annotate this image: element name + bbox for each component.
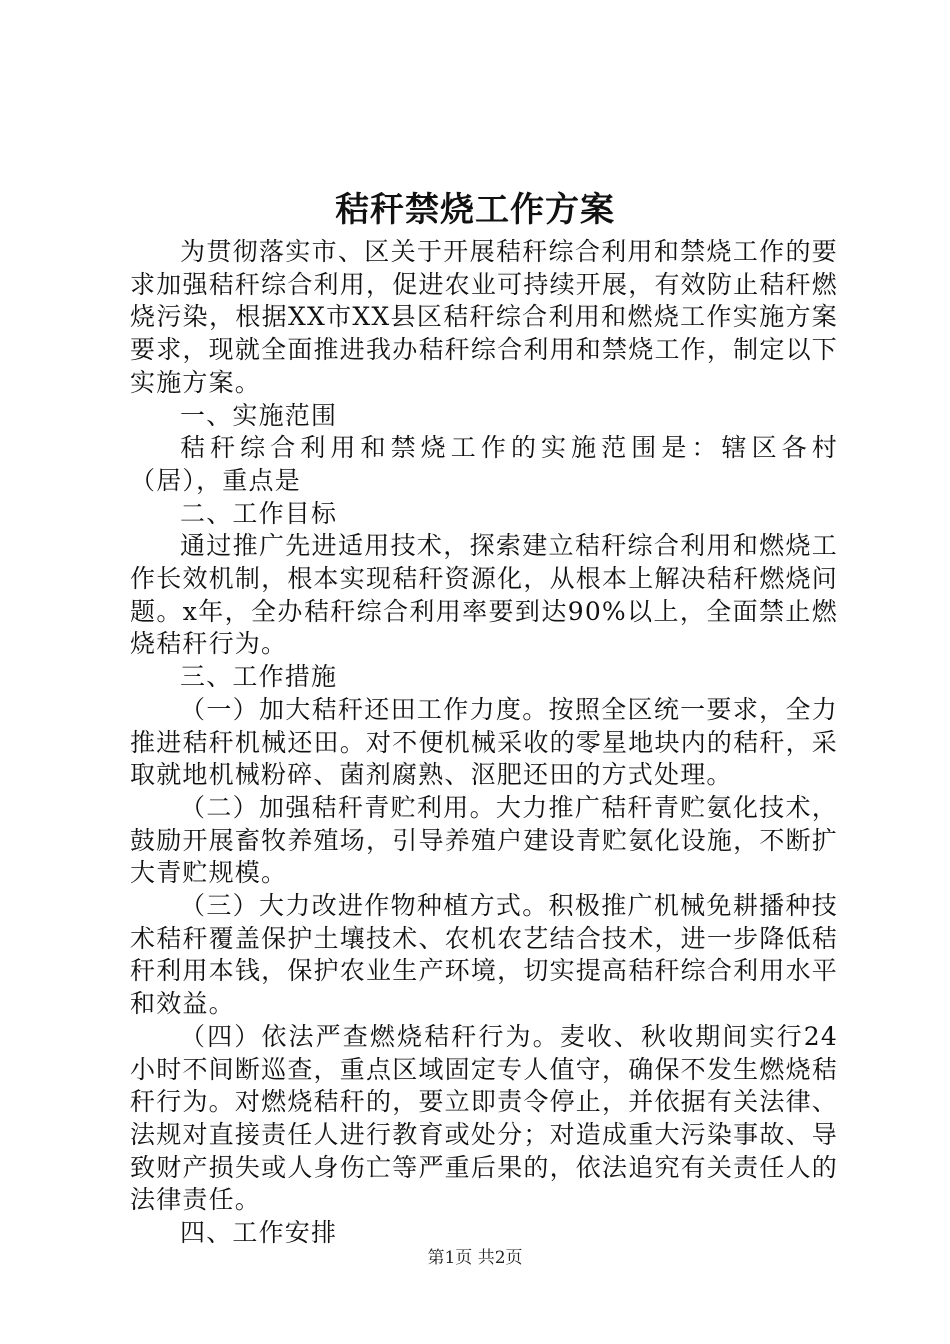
intro-paragraph: 为贯彻落实市、区关于开展秸秆综合利用和禁烧工作的要求加强秸秆综合利用，促进农业可持续开展，有效防止秸秆燃烧污染，根据XX市XX县区秸秆综合利用和燃烧工作实施方案要求，现就全面推进我办秸秆综合利用和禁烧工作，制定以下实施方案。 — [130, 237, 838, 397]
measure-paragraph-4: （四）依法严查燃烧秸秆行为。麦收、秋收期间实行24小时不间断巡查，重点区域固定专人值守，确保不发生燃烧秸秆行为。对燃烧秸秆的，要立即责令停止，并依据有关法律、法规对直接责任人进行教育或处分；对造成重大污染事故、导致财产损失或人身伤亡等严重后果的，依法追究有关责任人的法律责任。 — [130, 1021, 838, 1215]
goals-paragraph: 通过推广先进适用技术，探索建立秸秆综合利用和燃烧工作长效机制，根本实现秸秆资源化，从根本上解决秸秆燃烧问题。x年，全办秸秆综合利用率要到达90%以上，全面禁止燃烧秸秆行为。 — [130, 531, 838, 659]
measure-paragraph-1: （一）加大秸秆还田工作力度。按照全区统一要求，全力推进秸秆机械还田。对不便机械采收的零星地块内的秸秆，采取就地机械粉碎、菌剂腐熟、沤肥还田的方式处理。 — [130, 694, 838, 790]
document-body — [130, 236, 838, 1250]
measure-paragraph-2: （二）加强秸秆青贮利用。大力推广秸秆青贮氨化技术，鼓励开展畜牧养殖场，引导养殖户建设青贮氨化设施，不断扩大青贮规模。 — [130, 792, 838, 888]
page-footer: 第1页 共2页 — [427, 1248, 523, 1268]
section-heading-arrangement: 四、工作安排 — [180, 1218, 338, 1248]
measure-paragraph-3: （三）大力改进作物种植方式。积极推广机械免耕播种技术秸秆覆盖保护土壤技术、农机农艺结合技术，进一步降低秸秆利用本钱，保护农业生产环境，切实提高秸秆综合利用水平和效益。 — [130, 891, 838, 1019]
document-title: 秸秆禁烧工作方案 — [335, 190, 615, 230]
scope-paragraph: 秸秆综合利用和禁烧工作的实施范围是：辖区各村（居），重点是 — [130, 433, 838, 495]
section-heading-measures: 三、工作措施 — [180, 662, 338, 692]
section-heading-scope: 一、实施范围 — [180, 400, 338, 430]
section-heading-goals: 二、工作目标 — [180, 498, 338, 528]
